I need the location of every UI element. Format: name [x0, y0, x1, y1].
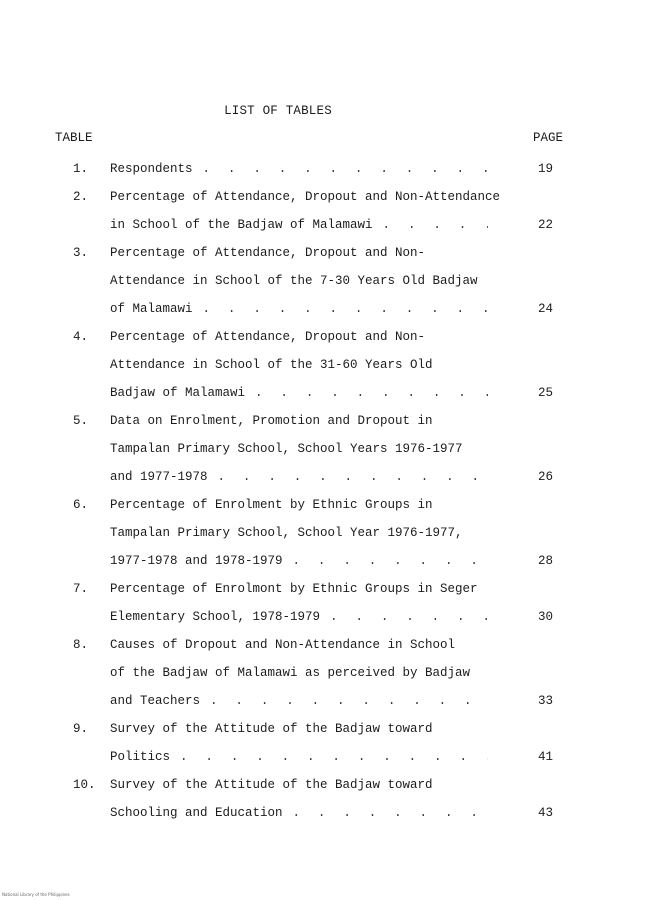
entry-page-number: 30	[538, 610, 554, 624]
entry-title-line	[110, 155, 488, 183]
entry-title-text: in School of the Badjaw of Malamawi	[110, 218, 373, 232]
page-column-heading: PAGE	[533, 131, 564, 145]
dot-leader	[200, 687, 488, 715]
entry-line	[0, 547, 670, 575]
entry-title-text: Elementary School, 1978-1979	[110, 610, 321, 624]
table-entry	[0, 323, 670, 407]
entry-line	[0, 491, 670, 519]
entry-title-line: Causes of Dropout and Non-Attendance in School	[110, 638, 456, 652]
table-list	[0, 155, 670, 827]
entry-title-text: Schooling and Education	[110, 806, 283, 820]
table-entry	[0, 239, 670, 323]
entry-line	[0, 519, 670, 547]
entry-title-line: Tampalan Primary School, School Years 1976-1977	[110, 442, 463, 456]
entry-line	[0, 323, 670, 351]
entry-line	[0, 771, 670, 799]
entry-title-line: Percentage of Attendance, Dropout and Non-Attendance	[110, 190, 501, 204]
entry-number: 8.	[73, 638, 89, 652]
entry-number: 5.	[73, 414, 89, 428]
entry-title-line	[110, 687, 488, 715]
dot-leader	[283, 547, 488, 575]
entry-page-number: 33	[538, 694, 554, 708]
entry-title-line: Tampalan Primary School, School Year 1976-1977,	[110, 526, 463, 540]
entry-number: 7.	[73, 582, 89, 596]
entry-page-number: 22	[538, 218, 554, 232]
entry-line	[0, 295, 670, 323]
entry-title-line	[110, 603, 488, 631]
entry-title-line	[110, 379, 488, 407]
table-entry	[0, 155, 670, 183]
entry-title-line: Percentage of Enrolmont by Ethnic Groups in Seger	[110, 582, 478, 596]
table-entry	[0, 771, 670, 827]
dot-leader	[208, 463, 488, 491]
entry-title-line	[110, 799, 488, 827]
table-column-heading: TABLE	[55, 131, 93, 145]
entry-number: 2.	[73, 190, 89, 204]
entry-line	[0, 183, 670, 211]
dot-leader	[320, 603, 488, 631]
entry-title-line: of the Badjaw of Malamawi as perceived by Badjaw	[110, 666, 471, 680]
entry-page-number: 41	[538, 750, 554, 764]
entry-line	[0, 435, 670, 463]
entry-title-line	[110, 547, 488, 575]
entry-title-line: Percentage of Enrolment by Ethnic Groups in	[110, 498, 433, 512]
entry-title-text: and 1977-1978	[110, 470, 208, 484]
entry-title-text: Badjaw of Malamawi	[110, 386, 246, 400]
entry-page-number: 19	[538, 162, 554, 176]
dot-leader	[193, 155, 488, 183]
entry-title-line: Data on Enrolment, Promotion and Dropout in	[110, 414, 433, 428]
entry-number: 4.	[73, 330, 89, 344]
entry-line	[0, 715, 670, 743]
entry-title-text: of Malamawi	[110, 302, 193, 316]
page-title: LIST OF TABLES	[224, 104, 332, 118]
entry-page-number: 26	[538, 470, 554, 484]
entry-title-line	[110, 743, 488, 771]
entry-title-text: and Teachers	[110, 694, 201, 708]
dot-leader	[170, 743, 488, 771]
entry-number: 9.	[73, 722, 89, 736]
entry-title-line	[110, 463, 488, 491]
entry-line	[0, 267, 670, 295]
entry-line	[0, 659, 670, 687]
entry-page-number: 43	[538, 806, 554, 820]
dot-leader	[245, 379, 488, 407]
entry-title-line: Survey of the Attitude of the Badjaw toward	[110, 722, 433, 736]
entry-number: 10.	[73, 778, 96, 792]
entry-line	[0, 687, 670, 715]
entry-line	[0, 799, 670, 827]
entry-title-line: Attendance in School of the 7-30 Years Old Badjaw	[110, 274, 478, 288]
table-entry	[0, 407, 670, 491]
entry-title-line	[110, 295, 488, 323]
entry-title-text: Respondents	[110, 162, 193, 176]
entry-page-number: 25	[538, 386, 554, 400]
entry-line	[0, 351, 670, 379]
entry-line	[0, 379, 670, 407]
entry-line	[0, 407, 670, 435]
table-entry	[0, 491, 670, 575]
entry-title-line: Survey of the Attitude of the Badjaw toward	[110, 778, 433, 792]
entry-number: 1.	[73, 162, 89, 176]
dot-leader	[283, 799, 488, 827]
entry-line	[0, 211, 670, 239]
entry-number: 6.	[73, 498, 89, 512]
entry-line	[0, 743, 670, 771]
entry-line	[0, 603, 670, 631]
entry-page-number: 24	[538, 302, 554, 316]
footer-source-mark: National Library of the Philippines	[2, 892, 70, 897]
table-entry	[0, 575, 670, 631]
table-entry	[0, 715, 670, 771]
entry-title-line	[110, 211, 488, 239]
entry-title-line: Percentage of Attendance, Dropout and Non-	[110, 246, 426, 260]
table-entry	[0, 631, 670, 715]
table-entry	[0, 183, 670, 239]
entry-line	[0, 239, 670, 267]
entry-line	[0, 463, 670, 491]
entry-line	[0, 631, 670, 659]
entry-page-number: 28	[538, 554, 554, 568]
dot-leader	[373, 211, 488, 239]
dot-leader	[193, 295, 488, 323]
entry-line	[0, 155, 670, 183]
entry-number: 3.	[73, 246, 89, 260]
entry-title-text: 1977-1978 and 1978-1979	[110, 554, 283, 568]
entry-line	[0, 575, 670, 603]
entry-title-text: Politics	[110, 750, 171, 764]
entry-title-line: Percentage of Attendance, Dropout and Non-	[110, 330, 426, 344]
entry-title-line: Attendance in School of the 31-60 Years Old	[110, 358, 433, 372]
